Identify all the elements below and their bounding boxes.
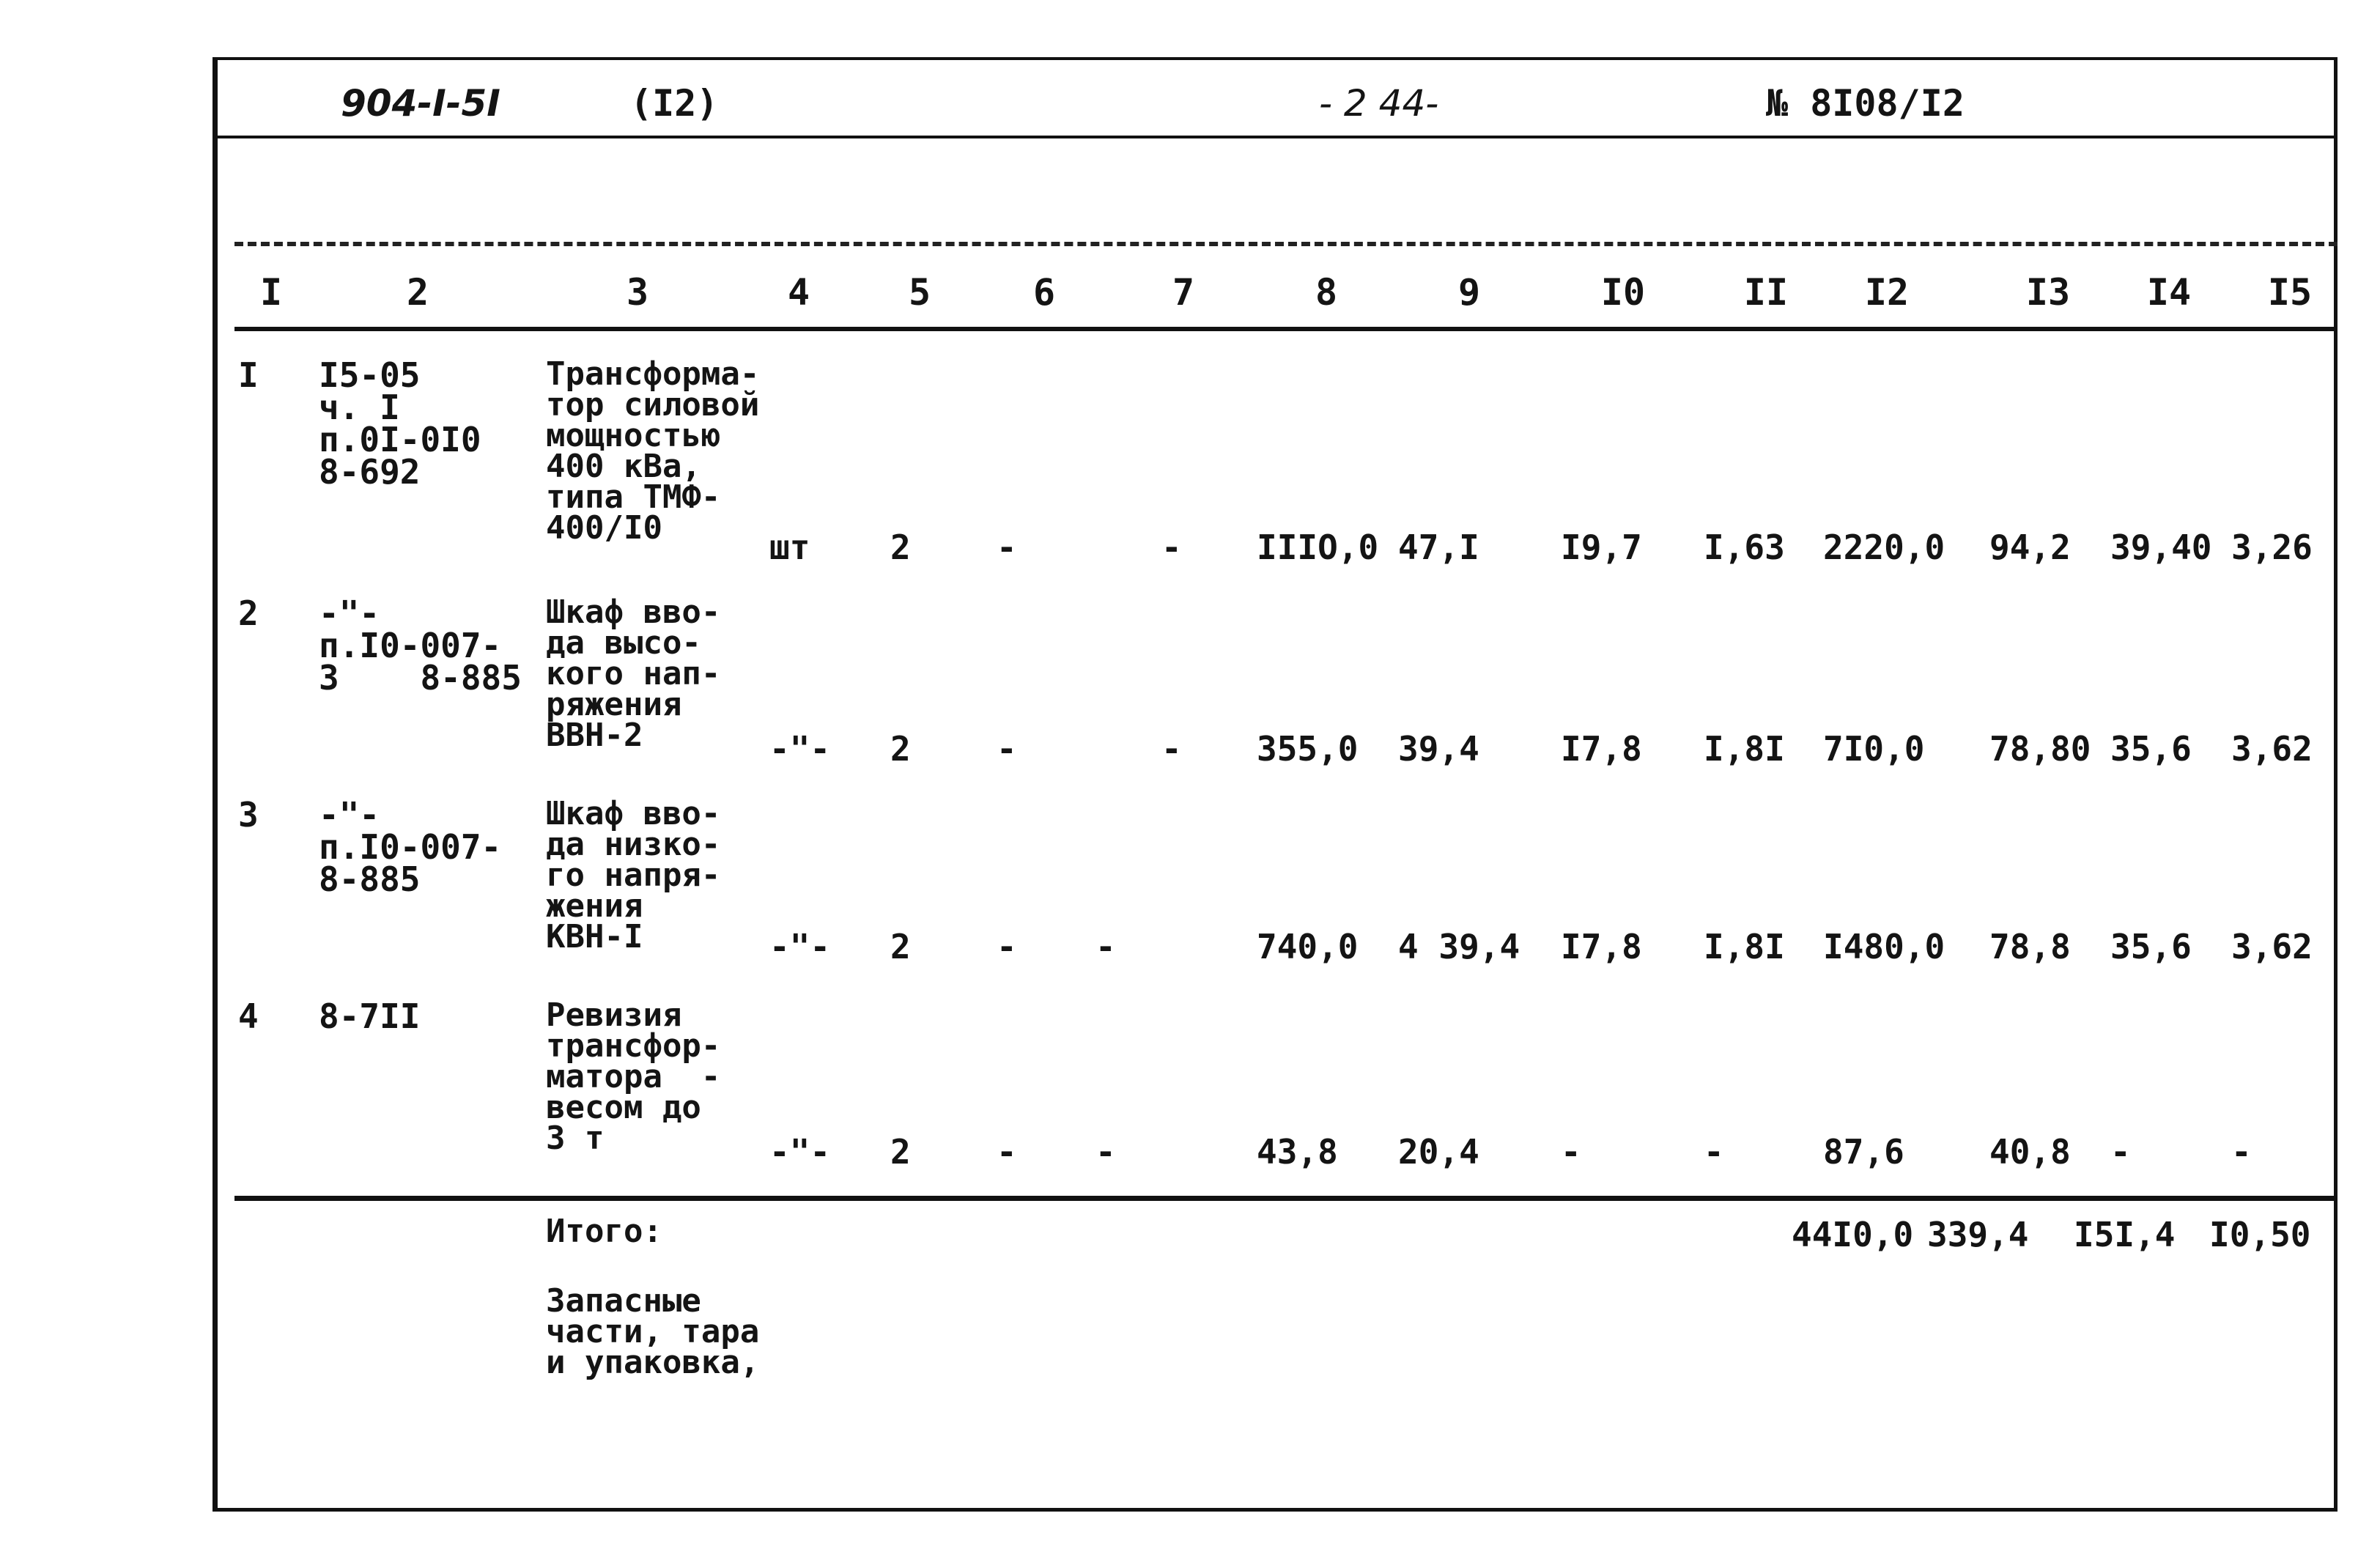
row-number: 3	[238, 795, 259, 835]
column-header-top-rule	[234, 242, 2338, 246]
column-number-4: 4	[787, 271, 810, 314]
row-c13: 94,2	[1989, 528, 2071, 567]
row-c15: 3,62	[2231, 729, 2313, 769]
row-c5: 2	[890, 1132, 911, 1172]
row-c8: IIIO,0	[1257, 528, 1379, 567]
row-number: I	[238, 355, 259, 395]
row-code: I5-05 ч. I п.0I-0I0 8-692	[319, 355, 481, 492]
row-description: Ревизия трансфор- матора - весом до 3 т	[546, 996, 721, 1157]
total-col-15: I0,50	[2209, 1215, 2311, 1254]
column-number-6: 6	[1032, 271, 1056, 314]
total-col-13: 339,4	[1927, 1215, 2029, 1254]
row-c15: 3,26	[2231, 528, 2313, 567]
row-c9: 39,4	[1398, 729, 1479, 769]
column-number-13: I3	[2025, 271, 2071, 314]
row-c13: 40,8	[1989, 1132, 2071, 1172]
row-c11: I,8I	[1704, 927, 1785, 966]
column-number-1: I	[259, 271, 283, 314]
row-c10: I9,7	[1561, 528, 1642, 567]
row-c9: 20,4	[1398, 1132, 1479, 1172]
column-number-2: 2	[406, 271, 429, 314]
row-c11: -	[1704, 1132, 1724, 1172]
row-number: 2	[238, 593, 259, 633]
page-number: - 2 44-	[1319, 82, 1439, 125]
row-c8: 355,0	[1257, 729, 1359, 769]
row-c10: -	[1561, 1132, 1581, 1172]
row-unit: -"-	[769, 927, 831, 966]
totals-label: Итого:	[546, 1213, 662, 1250]
row-code: -"- п.I0-007- 3 8-885	[319, 593, 522, 698]
column-header-bottom-rule	[234, 327, 2338, 331]
row-c9: 4 39,4	[1398, 927, 1520, 966]
column-number-11: II	[1743, 271, 1789, 314]
header-divider	[212, 136, 2338, 138]
row-c11: I,8I	[1704, 729, 1785, 769]
totals-rule	[234, 1196, 2338, 1201]
row-c6: -	[997, 729, 1017, 769]
row-c13: 78,8	[1989, 927, 2071, 966]
row-c13: 78,80	[1989, 729, 2091, 769]
row-number: 4	[238, 996, 259, 1036]
row-c9: 47,I	[1398, 528, 1479, 567]
spare-parts-note: Запасные части, тара и упаковка,	[546, 1282, 760, 1381]
row-unit: -"-	[769, 1132, 831, 1172]
page-frame	[212, 57, 2338, 1512]
part-number: (I2)	[630, 82, 719, 125]
row-c10: I7,8	[1561, 729, 1642, 769]
row-c12: 87,6	[1823, 1132, 1904, 1172]
column-number-7: 7	[1172, 271, 1195, 314]
row-c5: 2	[890, 927, 911, 966]
row-unit: -"-	[769, 729, 831, 769]
row-c15: 3,62	[2231, 927, 2313, 966]
row-c8: 740,0	[1257, 927, 1359, 966]
project-code: 904-I-5I	[341, 82, 500, 125]
row-description: Шкаф вво- да низко- го напря- жения КВН-I	[546, 795, 721, 955]
row-c5: 2	[890, 729, 911, 769]
row-code: 8-7II	[319, 996, 421, 1036]
total-col-12: 44I0,0	[1792, 1215, 1914, 1254]
column-number-5: 5	[908, 271, 931, 314]
row-c12: 7I0,0	[1823, 729, 1925, 769]
column-number-15: I5	[2267, 271, 2313, 314]
row-c12: I480,0	[1823, 927, 1945, 966]
column-number-14: I4	[2146, 271, 2192, 314]
row-c7: -	[1161, 528, 1182, 567]
row-c14: -	[2110, 1132, 2131, 1172]
column-number-10: I0	[1600, 271, 1646, 314]
row-c6: -	[997, 528, 1017, 567]
column-number-9: 9	[1457, 271, 1481, 314]
row-unit: шт	[769, 528, 810, 567]
row-c12: 2220,0	[1823, 528, 1945, 567]
row-c8: 43,8	[1257, 1132, 1338, 1172]
row-c7: -	[1161, 729, 1182, 769]
row-c11: I,63	[1704, 528, 1785, 567]
column-number-3: 3	[626, 271, 649, 314]
row-description: Шкаф вво- да высо- кого нап- ряжения ВВН-2	[546, 593, 721, 754]
row-c7: -	[1095, 927, 1116, 966]
row-c10: I7,8	[1561, 927, 1642, 966]
row-c15: -	[2231, 1132, 2252, 1172]
row-c6: -	[997, 1132, 1017, 1172]
row-c14: 39,40	[2110, 528, 2212, 567]
row-description: Трансформа- тор силовой мощностью 400 кВа, типа ТМФ- 400/I0	[546, 355, 760, 547]
column-number-8: 8	[1315, 271, 1338, 314]
document-number: № 8I08/I2	[1766, 82, 1965, 125]
column-number-12: I2	[1864, 271, 1910, 314]
row-code: -"- п.I0-007- 8-885	[319, 795, 502, 899]
row-c14: 35,6	[2110, 729, 2192, 769]
row-c6: -	[997, 927, 1017, 966]
row-c7: -	[1095, 1132, 1116, 1172]
row-c14: 35,6	[2110, 927, 2192, 966]
total-col-14: I5I,4	[2074, 1215, 2176, 1254]
row-c5: 2	[890, 528, 911, 567]
